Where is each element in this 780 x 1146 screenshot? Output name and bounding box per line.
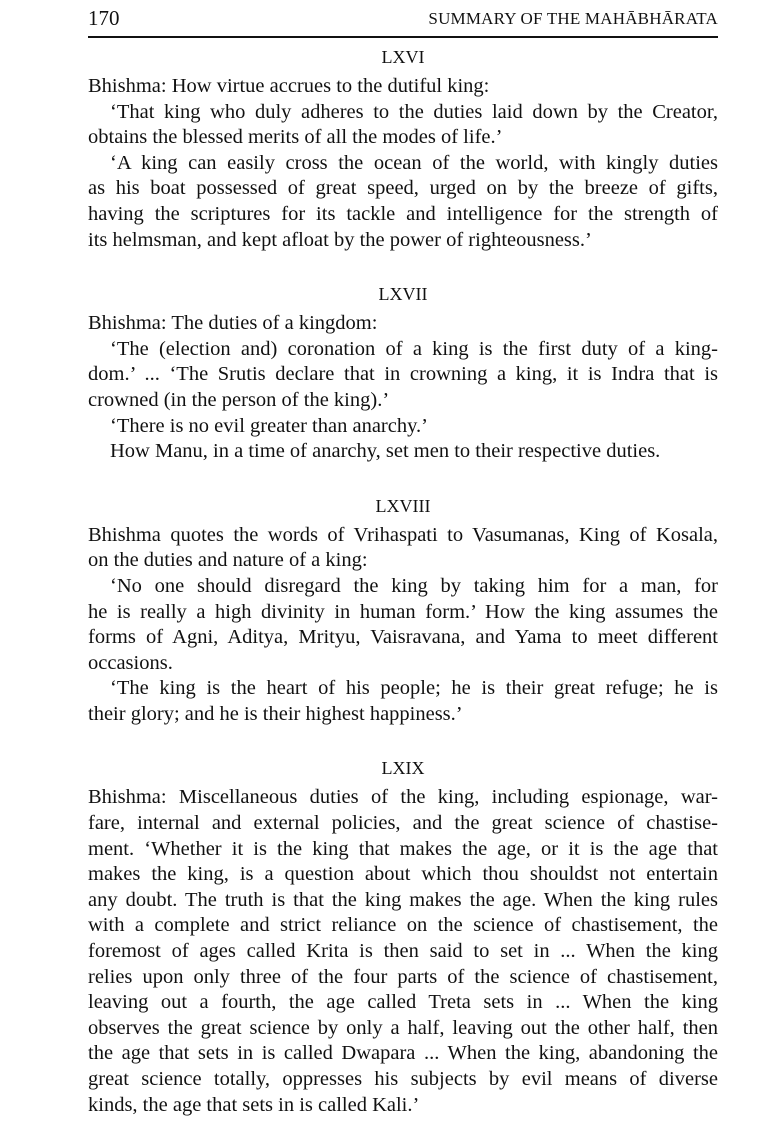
section-heading: LXVI [381, 47, 425, 67]
text-line: dom.’ ... ‘The Srutis declare that in crowning a king, it is Indra that is [88, 363, 718, 386]
text-line: fare, internal and external policies, and the great science of chastise- [88, 812, 718, 835]
text-line: ‘No one should disregard the king by taking him for a man, for [110, 574, 718, 597]
text-line: Bhishma quotes the words of Vrihaspati to Vasumanas, King of Kosala, [88, 523, 718, 546]
running-title: SUMMARY OF THE MAHĀBHĀRATA [428, 9, 718, 28]
paragraph [88, 574, 718, 676]
text-line: observes the great science by only a half, leaving out the other half, then [88, 1016, 718, 1039]
paragraph [88, 74, 718, 100]
section-lxviii [88, 493, 718, 728]
text-line: ‘A king can easily cross the ocean of the world, with kingly duties [110, 151, 718, 174]
text-line: ment. ‘Whether it is the king that makes the age, or it is the age that [88, 837, 718, 860]
paragraph [88, 414, 718, 440]
text-line: having the scriptures for its tackle and intelligence for the strength of [88, 202, 718, 225]
paragraph [88, 337, 718, 414]
paragraph [88, 676, 718, 727]
text-line: he is really a high divinity in human form.’ How the king assumes the [88, 600, 718, 623]
text-line: How Manu, in a time of anarchy, set men to their respective duties. [110, 440, 661, 463]
section-lxvii [88, 281, 718, 465]
text-line: leaving out a fourth, the age called Treta sets in ... When the king [88, 991, 718, 1014]
text-line: on the duties and nature of a king: [88, 549, 368, 572]
text-line: great science totally, oppresses his subjects by evil means of diverse [88, 1068, 718, 1090]
text-line: crowned (in the person of the king).’ [88, 388, 390, 411]
paragraph [88, 311, 718, 337]
section-heading: LXVIII [375, 495, 431, 516]
paragraph [88, 439, 718, 465]
section-lxix [88, 755, 718, 1118]
section-heading: LXIX [381, 758, 425, 779]
text-line: Bhishma: How virtue accrues to the dutiful king: [88, 75, 490, 97]
page-header [88, 4, 718, 38]
section-heading: LXVII [378, 284, 428, 305]
text-line: foremost of ages called Krita is then said to set in ... When the king [88, 940, 718, 963]
text-line: relies upon only three of the four parts of the science of chastisement, [88, 965, 718, 988]
text-line: as his boat possessed of great speed, urged on by the breeze of gifts, [88, 177, 718, 200]
text-line: the age that sets in is called Dwapara ... When the king, abandoning the [88, 1042, 718, 1065]
paragraph [88, 523, 718, 574]
paragraph [88, 100, 718, 151]
text-line: Bhishma: The duties of a kingdom: [88, 312, 378, 335]
paragraph [88, 785, 718, 1118]
page-number: 170 [88, 6, 120, 30]
text-line: with a complete and strict reliance on the science of chastisement, the [88, 914, 718, 937]
text-line: ‘The (election and) coronation of a king is the first duty of a king- [110, 337, 718, 360]
text-line: kinds, the age that sets in is called Kali.’ [88, 1093, 420, 1116]
text-line: its helmsman, and kept afloat by the power of righteousness.’ [88, 228, 592, 251]
text-line: makes the king, is a question about which thou shouldst not entertain [88, 863, 718, 886]
text-line: obtains the blessed merits of all the modes of life.’ [88, 126, 503, 149]
text-line: forms of Agni, Aditya, Mrityu, Vaisravana, and Yama to meet different [88, 626, 718, 649]
text-line: ‘That king who duly adheres to the duties laid down by the Creator, [110, 100, 718, 123]
text-line: ‘The king is the heart of his people; he is their great refuge; he is [110, 677, 718, 700]
paragraph [88, 151, 718, 253]
text-line: their glory; and he is their highest happiness.’ [88, 702, 463, 725]
text-line: any doubt. The truth is that the king makes the age. When the king rules [88, 888, 718, 911]
text-line: ‘There is no evil greater than anarchy.’ [110, 414, 428, 437]
section-lxvi [88, 44, 718, 253]
text-line: occasions. [88, 651, 173, 674]
text-line: Bhishma: Miscellaneous duties of the king, including espionage, war- [88, 786, 718, 809]
page-body [88, 44, 718, 1146]
